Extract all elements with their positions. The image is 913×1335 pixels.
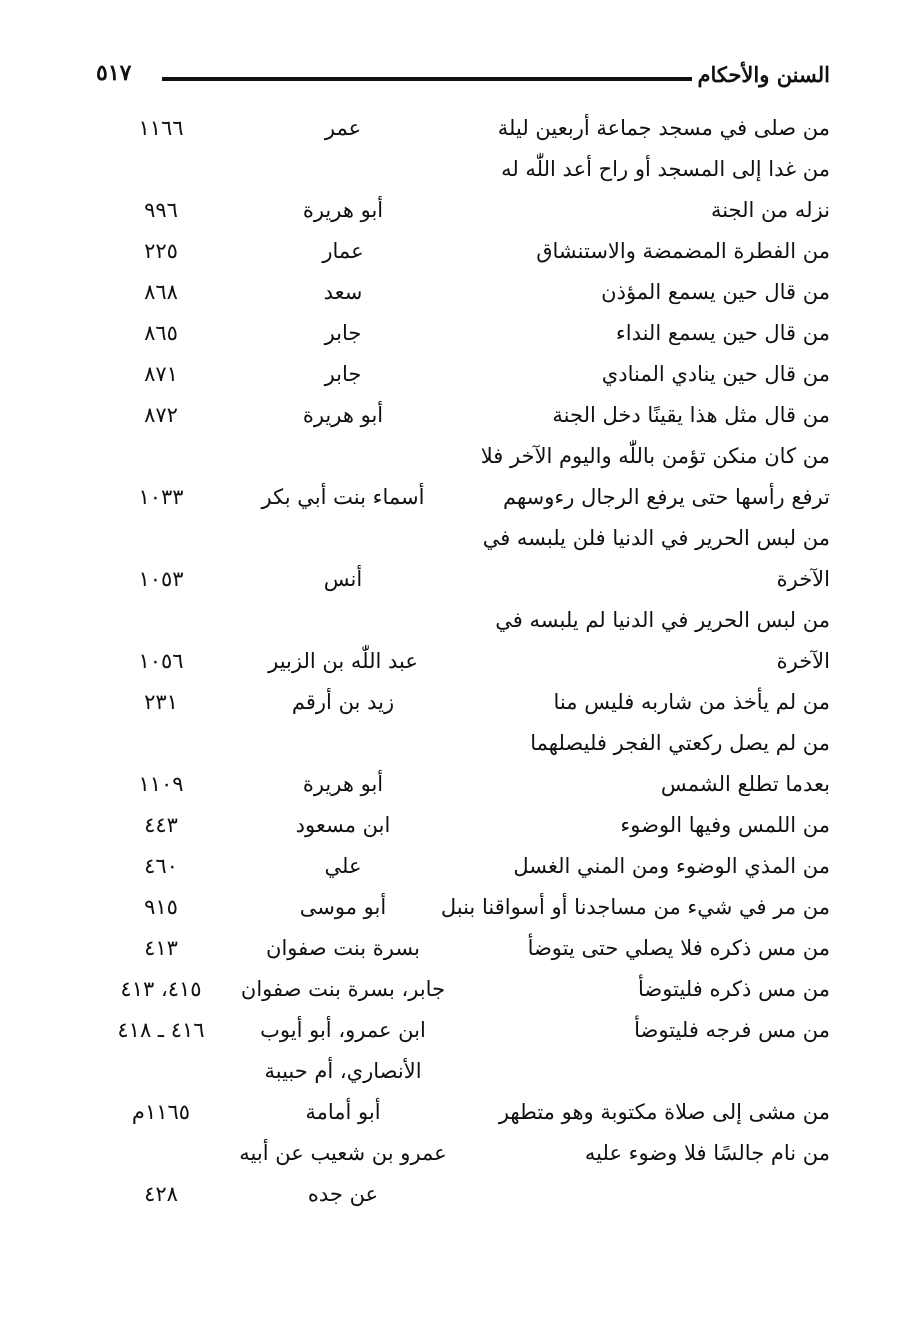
hadith-text: ترفع رأسها حتى يرفع الرجال رءوسهم [502, 485, 830, 509]
hadith-number: ٩١٥ [144, 895, 178, 919]
page-header [96, 60, 830, 100]
narrator-name: عمر [324, 116, 362, 140]
header-rule [162, 77, 692, 81]
narrator-name: أبو هريرة [302, 198, 384, 222]
hadith-number: ٨٧٢ [144, 403, 178, 427]
hadith-number: ١١٦٦ [138, 116, 184, 140]
narrator-name: ابن عمرو، أبو أيوب [260, 1018, 426, 1042]
narrator-name: أبو هريرة [302, 403, 384, 427]
hadith-number: ٤١٦ ـ ٤١٨ [117, 1018, 205, 1042]
hadith-text: من مس ذكره فليتوضأ [638, 977, 830, 1001]
index-row [96, 969, 830, 1010]
index-entries [96, 108, 830, 1215]
index-row [96, 764, 830, 805]
index-row [96, 887, 830, 928]
narrator-name: عمار [322, 239, 364, 263]
narrator-name: عبد اللّٰه بن الزبير [268, 649, 418, 673]
hadith-number: ٤٢٨ [144, 1182, 178, 1206]
index-row [96, 272, 830, 313]
hadith-text: من مس فرجه فليتوضأ [634, 1018, 830, 1042]
index-row [96, 682, 830, 723]
hadith-text: من قال مثل هذا يقينًا دخل الجنة [552, 403, 830, 427]
narrator-name: الأنصاري، أم حبيبة [264, 1059, 422, 1083]
index-row [96, 600, 830, 641]
hadith-number: ٤٤٣ [144, 813, 178, 837]
hadith-number: ٢٣١ [144, 690, 178, 714]
index-row [96, 436, 830, 477]
index-row [96, 928, 830, 969]
index-row [96, 1133, 830, 1174]
index-row [96, 1010, 830, 1051]
hadith-number: ٢٢٥ [144, 239, 178, 263]
hadith-number: ١١٠٩ [138, 772, 184, 796]
index-row [96, 641, 830, 682]
index-row [96, 108, 830, 149]
hadith-text: من نام جالسًا فلا وضوء عليه [584, 1141, 830, 1165]
hadith-number: ١٠٥٦ [138, 649, 184, 673]
index-row [96, 559, 830, 600]
narrator-name: عن جده [307, 1182, 379, 1206]
index-row [96, 723, 830, 764]
hadith-number: ٨٦٥ [144, 321, 178, 345]
narrator-name: عمرو بن شعيب عن أبيه [239, 1141, 447, 1165]
narrator-name: أبو هريرة [302, 772, 384, 796]
hadith-text: من مشى إلى صلاة مكتوبة وهو متطهر [498, 1100, 830, 1124]
index-row [96, 805, 830, 846]
narrator-name: أسماء بنت أبي بكر [261, 485, 425, 509]
hadith-text: من قال حين يسمع النداء [615, 321, 830, 345]
hadith-number: ٨٦٨ [144, 280, 178, 304]
hadith-text: من مس ذكره فلا يصلي حتى يتوضأ [527, 936, 830, 960]
hadith-text: من لبس الحرير في الدنيا لم يلبسه في [495, 608, 830, 632]
hadith-text: من قال حين يسمع المؤذن [601, 280, 830, 304]
hadith-text: بعدما تطلع الشمس [660, 772, 830, 796]
index-row [96, 354, 830, 395]
index-row [96, 1174, 830, 1215]
narrator-name: زيد بن أرقم [291, 690, 395, 714]
narrator-name: ابن مسعود [295, 813, 391, 837]
index-row [96, 1092, 830, 1133]
hadith-text: نزله من الجنة [710, 198, 830, 222]
narrator-name: أنس [323, 567, 363, 591]
hadith-text: من لم يأخذ من شاربه فليس منا [553, 690, 830, 714]
narrator-name: أبو أمامة [305, 1100, 381, 1124]
narrator-name: أبو موسى [299, 895, 387, 919]
hadith-number: ٨٧١ [144, 362, 178, 386]
hadith-text: من مر في شيء من مساجدنا أو أسواقنا بنبل [440, 895, 830, 919]
narrator-name: جابر [324, 321, 362, 345]
index-row [96, 149, 830, 190]
index-row [96, 477, 830, 518]
hadith-number: ٤١٣ [144, 936, 178, 960]
hadith-number: ١٠٥٣ [138, 567, 184, 591]
index-row [96, 518, 830, 559]
hadith-number: ١١٦٥م [131, 1100, 191, 1124]
hadith-text: من غدا إلى المسجد أو راح أعد اللّٰه له [501, 157, 830, 181]
narrator-name: علي [324, 854, 362, 878]
page-number: ٥١٧ [96, 60, 132, 86]
narrator-name: بسرة بنت صفوان [266, 936, 420, 960]
index-row [96, 1051, 830, 1092]
hadith-number: ٤١٥، ٤١٣ [120, 977, 202, 1001]
index-row [96, 395, 830, 436]
hadith-text: من قال حين ينادي المنادي [601, 362, 830, 386]
hadith-text: من المذي الوضوء ومن المني الغسل [513, 854, 830, 878]
hadith-text: من لم يصل ركعتي الفجر فليصلهما [530, 731, 830, 755]
narrator-name: سعد [323, 280, 363, 304]
index-row [96, 231, 830, 272]
hadith-text: من لبس الحرير في الدنيا فلن يلبسه في [482, 526, 830, 550]
hadith-text: من اللمس وفيها الوضوء [620, 813, 830, 837]
hadith-number: ١٠٣٣ [138, 485, 184, 509]
hadith-number: ٤٦٠ [144, 854, 178, 878]
hadith-text: من كان منكن تؤمن باللّٰه واليوم الآخر فلا [480, 444, 830, 468]
narrator-name: جابر [324, 362, 362, 386]
index-row [96, 846, 830, 887]
index-row [96, 313, 830, 354]
hadith-number: ٩٩٦ [144, 198, 178, 222]
hadith-text: من الفطرة المضمضة والاستنشاق [536, 239, 830, 263]
running-title: السنن والأحكام [697, 62, 830, 87]
hadith-text: من صلى في مسجد جماعة أربعين ليلة [497, 116, 830, 140]
index-row [96, 190, 830, 231]
hadith-text: الآخرة [776, 649, 830, 673]
hadith-text: الآخرة [776, 567, 830, 591]
narrator-name: جابر، بسرة بنت صفوان [240, 977, 446, 1001]
